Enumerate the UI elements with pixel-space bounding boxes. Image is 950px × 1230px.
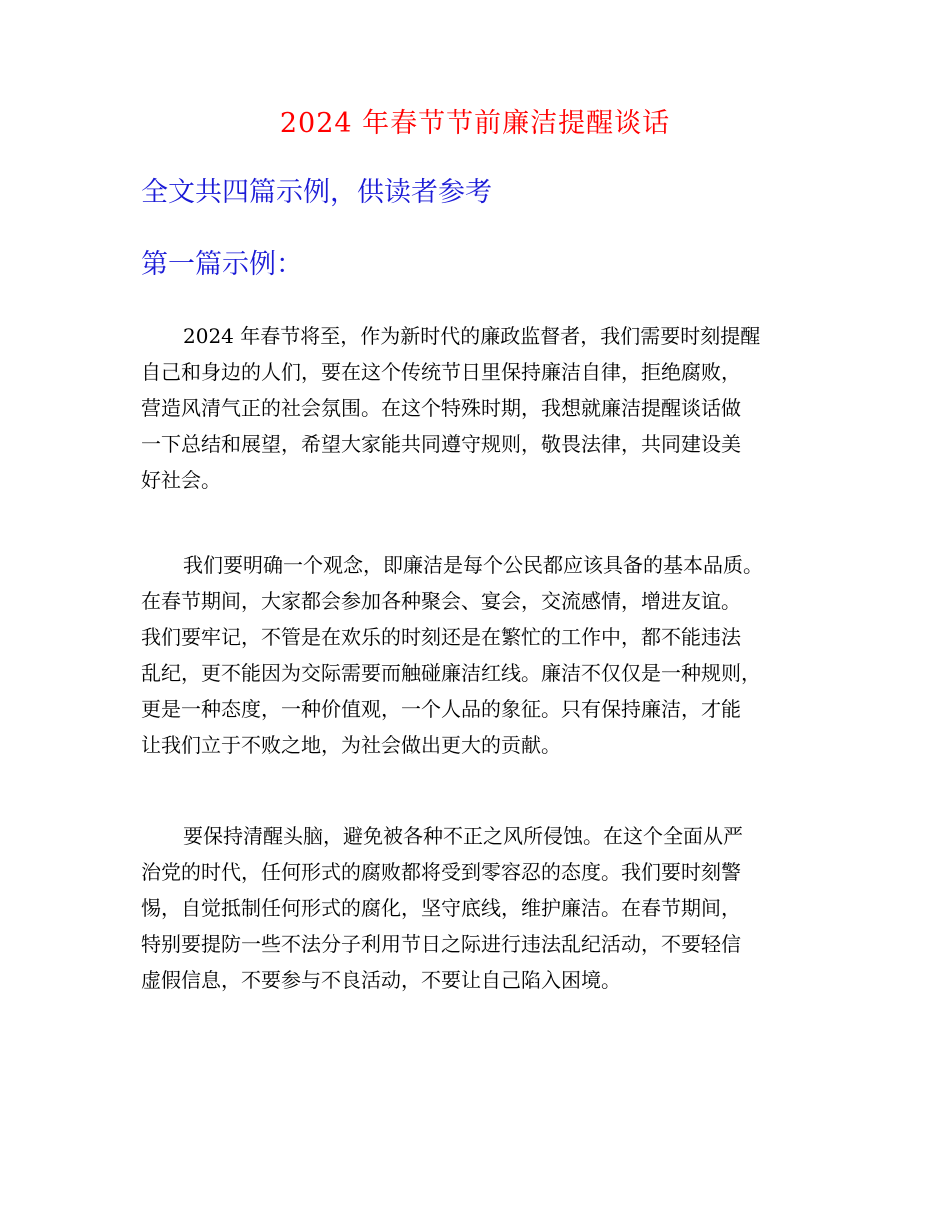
paragraph-1 <box>141 318 841 498</box>
document-title: 2024 年春节节前廉洁提醒谈话 <box>279 108 671 139</box>
paragraph-line: 一下总结和展望，希望大家能共同遵守规则，敬畏法律，共同建设美 <box>141 432 741 456</box>
paragraph-line: 惕，自觉抵制任何形式的腐化，坚守底线，维护廉洁。在春节期间， <box>141 896 741 920</box>
paragraph-line: 治党的时代，任何形式的腐败都将受到零容忍的态度。我们要时刻警 <box>141 860 741 884</box>
paragraph-line: 乱纪，更不能因为交际需要而触碰廉洁红线。廉洁不仅仅是一种规则， <box>141 661 761 685</box>
paragraph-3 <box>141 818 841 998</box>
paragraph-line: 虚假信息，不要参与不良活动，不要让自己陷入困境。 <box>141 968 621 992</box>
paragraph-line: 更是一种态度，一种价值观，一个人品的象征。只有保持廉洁，才能 <box>141 697 741 721</box>
paragraph-line: 我们要牢记，不管是在欢乐的时刻还是在繁忙的工作中，都不能违法 <box>141 625 741 649</box>
paragraph-line: 好社会。 <box>141 468 221 492</box>
paragraph-2 <box>141 547 841 763</box>
document-subtitle: 全文共四篇示例，供读者参考 <box>141 177 492 208</box>
paragraph-line: 营造风清气正的社会氛围。在这个特殊时期，我想就廉洁提醒谈话做 <box>141 396 741 420</box>
paragraph-line: 自己和身边的人们，要在这个传统节日里保持廉洁自律，拒绝腐败， <box>141 360 741 384</box>
paragraph-line: 要保持清醒头脑，避免被各种不正之风所侵蚀。在这个全面从严 <box>183 824 743 848</box>
paragraph-line: 让我们立于不败之地，为社会做出更大的贡献。 <box>141 733 561 757</box>
paragraph-line: 我们要明确一个观念，即廉洁是每个公民都应该具备的基本品质。 <box>183 553 763 577</box>
paragraph-line: 2024 年春节将至，作为新时代的廉政监督者，我们需要时刻提醒 <box>183 324 761 348</box>
paragraph-line: 特别要提防一些不法分子利用节日之际进行违法乱纪活动，不要轻信 <box>141 932 741 956</box>
section-heading: 第一篇示例： <box>141 249 303 280</box>
paragraph-line: 在春节期间，大家都会参加各种聚会、宴会，交流感情，增进友谊。 <box>141 589 741 613</box>
